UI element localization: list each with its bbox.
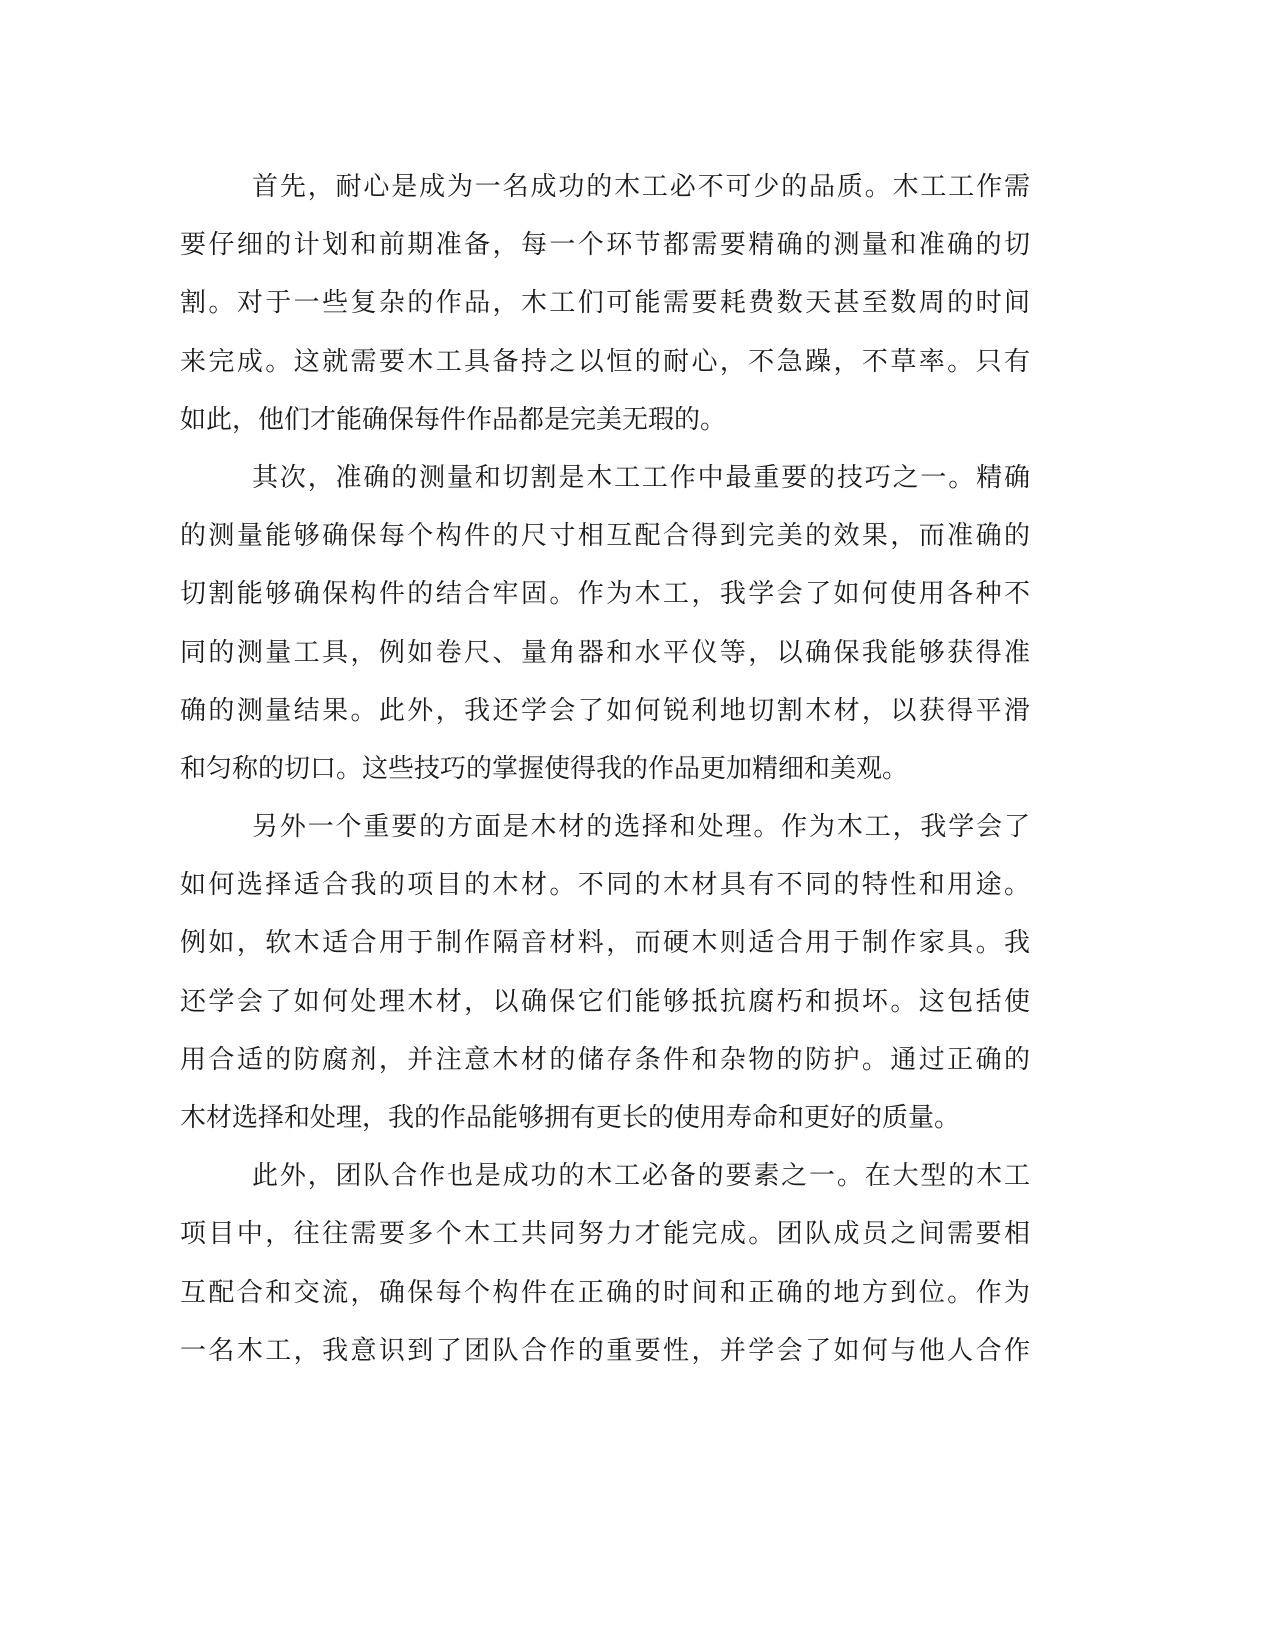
text-line: 切割能够确保构件的结合牢固。作为木工，我学会了如何使用各种不 xyxy=(180,579,1030,610)
text-line: 确的测量结果。此外，我还学会了如何锐利地切割木材，以获得平滑 xyxy=(180,695,1030,726)
text-line: 一名木工，我意识到了团队合作的重要性，并学会了如何与他人合作 xyxy=(180,1335,1030,1366)
paragraph-first-line: 此外，团队合作也是成功的木工必备的要素之一。在大型的木工 xyxy=(252,1161,1030,1192)
text-line: 还学会了如何处理木材，以确保它们能够抵抗腐朽和损坏。这包括使 xyxy=(180,986,1030,1017)
body-text xyxy=(180,158,1030,1380)
text-line: 项目中，往往需要多个木工共同努力才能完成。团队成员之间需要相 xyxy=(180,1219,1030,1250)
text-line: 如何选择适合我的项目的木材。不同的木材具有不同的特性和用途。 xyxy=(180,870,1030,901)
text-line: 同的测量工具，例如卷尺、量角器和水平仪等，以确保我能够获得准 xyxy=(180,637,1030,668)
text-line: 要仔细的计划和前期准备，每一个环节都需要精确的测量和准确的切 xyxy=(180,230,1030,261)
text-line: 互配合和交流，确保每个构件在正确的时间和正确的地方到位。作为 xyxy=(180,1277,1030,1308)
text-line: 和匀称的切口。这些技巧的掌握使得我的作品更加精细和美观。 xyxy=(180,753,909,784)
paragraph-first-line: 其次，准确的测量和切割是木工工作中最重要的技巧之一。精确 xyxy=(252,462,1030,493)
text-line: 用合适的防腐剂，并注意木材的储存条件和杂物的防护。通过正确的 xyxy=(180,1044,1030,1075)
text-line: 的测量能够确保每个构件的尺寸相互配合得到完美的效果，而准确的 xyxy=(180,521,1030,552)
text-line: 来完成。这就需要木工具备持之以恒的耐心，不急躁，不草率。只有 xyxy=(180,346,1030,377)
paragraph-first-line: 另外一个重要的方面是木材的选择和处理。作为木工，我学会了 xyxy=(252,812,1030,843)
text-line: 割。对于一些复杂的作品，木工们可能需要耗费数天甚至数周的时间 xyxy=(180,288,1030,319)
text-line: 例如，软木适合用于制作隔音材料，而硬木则适合用于制作家具。我 xyxy=(180,928,1030,959)
text-line: 如此，他们才能确保每件作品都是完美无瑕的。 xyxy=(180,404,727,435)
paragraph-first-line: 首先，耐心是成为一名成功的木工必不可少的品质。木工工作需 xyxy=(252,172,1030,202)
text-line: 木材选择和处理，我的作品能够拥有更长的使用寿命和更好的质量。 xyxy=(180,1103,961,1133)
